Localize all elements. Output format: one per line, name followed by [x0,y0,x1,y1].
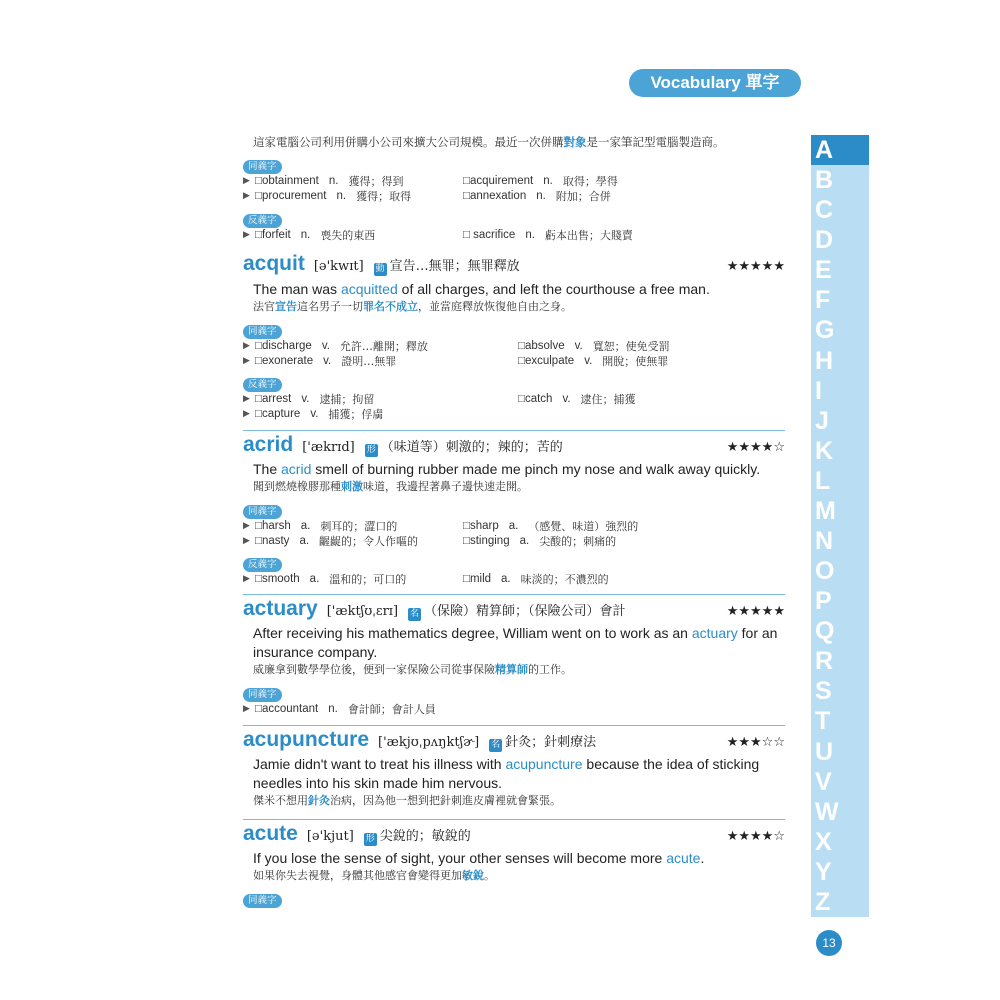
antonym-tag: 反義字 [243,214,282,228]
alphabet-letter-f[interactable]: F [815,286,831,315]
related-word: □capture v. 捕獲；俘虜 [255,408,384,421]
alphabet-letter-s[interactable]: S [815,677,832,706]
related-word: □discharge v. 允許…離開；釋放 [255,340,428,353]
synonym-tag: 同義字 [243,505,282,519]
alphabet-letter-g[interactable]: G [815,316,835,345]
phonetic: [ə'kwɪt] [313,259,364,274]
headword: acute [243,822,298,845]
example-sentence: After receiving his mathematics degree, William went on to work as an actuary for an insurance company. [253,625,778,660]
alphabet-letter-r[interactable]: R [815,647,834,676]
synonym-list [243,174,785,204]
related-word: □acquirement n. 取得；學得 [463,175,618,188]
alphabet-letter-b[interactable]: B [815,166,834,195]
antonym-list [243,572,785,587]
definition: （保險）精算師；（保險公司）會計 [424,604,626,619]
page-number: 13 [816,930,842,956]
phonetic: ['æktʃʊˌɛrɪ] [326,604,399,619]
synonym-tag: 同義字 [243,325,282,339]
alphabet-letter-t[interactable]: T [815,707,831,736]
example-sentence: Jamie didn't want to treat his illness with acupuncture because the idea of sticking needles into his skin made him nervous. [253,756,760,791]
related-word: □forfeit n. 喪失的東西 [255,229,376,242]
synonym-list [243,702,785,717]
alphabet-letter-u[interactable]: U [815,737,834,766]
phonetic: ['ækrɪd] [302,440,355,455]
related-word: □exculpate v. 開脫；使無罪 [518,355,669,368]
part-of-speech-badge: 形 [365,834,375,844]
word-list-row [243,339,785,354]
arrow-icon: ▶ [243,409,250,419]
headword: actuary [243,597,318,620]
arrow-icon: ▶ [243,704,250,714]
alphabet-index [811,135,869,917]
part-of-speech-badge: 名 [491,740,501,750]
example-sentence: The acrid smell of burning rubber made me pinch my nose and walk away quickly. [253,461,761,477]
synonym-tag: 同義字 [243,688,282,702]
arrow-icon: ▶ [243,356,250,366]
entry-acute [243,819,785,908]
antonym-list [243,392,785,422]
alphabet-letter-n[interactable]: N [815,527,834,556]
related-word: □ sacrifice n. 虧本出售；大賤賣 [463,229,633,242]
definition: 宣告…無罪；無罪釋放 [389,259,520,274]
related-word: □catch v. 逮住；捕獲 [518,393,636,406]
word-list-row [243,702,785,717]
headword: acupuncture [243,728,370,751]
alphabet-letter-i[interactable]: I [815,376,822,405]
related-word: □annexation n. 附加；合併 [463,190,611,203]
word-list-row [243,174,785,189]
previous-entry-tail [243,135,785,243]
example-sentence: If you lose the sense of sight, your other senses will become more acute. [253,850,705,866]
arrow-icon: ▶ [243,191,250,201]
alphabet-letter-y[interactable]: Y [815,857,832,886]
headword: acquit [243,252,305,275]
definition: 尖銳的；敏銳的 [379,829,471,844]
word-list-row [243,189,785,204]
arrow-icon: ▶ [243,176,250,186]
alphabet-letter-a[interactable]: A [811,135,869,165]
definition: （味道等）刺激的；辣的；苦的 [380,440,563,455]
related-word: □absolve v. 寬恕；使免受罰 [518,340,670,353]
related-word: □harsh a. 刺耳的；澀口的 [255,520,398,533]
zh-translation: 聞到燃燒橡膠那種刺激味道，我邊捏著鼻子邊快速走開。 [253,480,528,493]
synonym-tag: 同義字 [243,160,282,174]
alphabet-letter-w[interactable]: W [815,797,839,826]
importance-stars: ★★★★☆ [726,829,785,844]
related-word: □stinging a. 尖酸的；刺痛的 [463,535,617,548]
entry-header [243,430,785,458]
related-word: □accountant n. 會計師；會計人員 [255,703,436,716]
importance-stars: ★★★☆☆ [726,735,785,750]
alphabet-letter-d[interactable]: D [815,226,834,255]
entry-header [243,250,785,278]
antonym-list [243,228,785,243]
phonetic: [ə'kjut] [306,829,354,844]
entry-header [243,725,785,753]
arrow-icon: ▶ [243,230,250,240]
importance-stars: ★★★★★ [726,259,785,274]
definition: 針灸；針刺療法 [505,735,597,750]
alphabet-letter-x[interactable]: X [815,827,832,856]
related-word: □smooth a. 溫和的；可口的 [255,573,407,586]
phonetic: ['ækjʊˌpʌŋktʃɚ] [378,735,480,750]
arrow-icon: ▶ [243,574,250,584]
alphabet-letter-j[interactable]: J [815,406,829,435]
alphabet-letter-p[interactable]: P [815,587,832,616]
headword: acrid [243,433,294,456]
alphabet-letter-c[interactable]: C [815,196,834,225]
related-word: □nasty a. 齷齪的；令人作嘔的 [255,535,419,548]
entry-actuary [243,594,785,717]
zh-translation: 法官宣告這名男子一切罪名不成立，並當庭釋放恢復他自由之身。 [253,300,572,313]
alphabet-letter-o[interactable]: O [815,557,835,586]
related-word: □arrest v. 逮捕；拘留 [255,393,375,406]
word-list-row [243,407,785,422]
related-word: □mild a. 味淡的；不濃烈的 [463,573,609,586]
related-word: □procurement n. 獲得；取得 [255,190,412,203]
entry-header [243,594,785,622]
arrow-icon: ▶ [243,341,250,351]
importance-stars: ★★★★★ [726,604,785,619]
example-sentence: The man was acquitted of all charges, and left the courthouse a free man. [253,281,710,297]
antonym-tag: 反義字 [243,378,282,392]
synonym-tag: 同義字 [243,894,282,908]
word-list-row [243,392,785,407]
importance-stars: ★★★★☆ [726,440,785,455]
synonym-list [243,519,785,549]
word-list-row [243,519,785,534]
alphabet-letter-v[interactable]: V [815,767,832,796]
alphabet-letter-k[interactable]: K [815,436,834,465]
word-list-row [243,572,785,587]
zh-translation: 傑米不想用針灸治病，因為他一想到把針刺進皮膚裡就會緊張。 [253,794,561,807]
entry-acquit [243,250,785,422]
arrow-icon: ▶ [243,536,250,546]
antonym-tag: 反義字 [243,558,282,572]
arrow-icon: ▶ [243,394,250,404]
related-word: □obtainment n. 獲得；得到 [255,175,404,188]
arrow-icon: ▶ [243,521,250,531]
alphabet-letter-m[interactable]: M [815,496,836,525]
part-of-speech-badge: 形 [366,445,376,455]
word-list-row [243,534,785,549]
entry-header [243,819,785,847]
alphabet-letter-e[interactable]: E [815,256,832,285]
part-of-speech-badge: 動 [375,264,385,274]
related-word: □sharp a. （感覺、味道）強烈的 [463,520,639,533]
alphabet-letter-q[interactable]: Q [815,617,835,646]
word-list-row [243,354,785,369]
synonym-list [243,339,785,369]
entry-acrid [243,430,785,587]
zh-translation: 這家電腦公司利用併購小公司來擴大公司規模。最近一次併購對象是一家筆記型電腦製造商。 [253,135,725,149]
alphabet-letter-z[interactable]: Z [815,887,831,916]
alphabet-letter-l[interactable]: L [815,466,831,495]
part-of-speech-badge: 名 [410,609,420,619]
zh-translation: 威廉拿到數學學位後，便到一家保險公司從事保險精算師的工作。 [253,663,572,676]
related-word: □exonerate v. 證明…無罪 [255,355,397,368]
section-title-badge: Vocabulary 單字 [629,69,801,97]
alphabet-letter-h[interactable]: H [815,346,834,375]
entry-acupuncture [243,725,785,809]
zh-translation: 如果你失去視覺，身體其他感官會變得更加敏銳。 [253,869,495,882]
word-list-row [243,228,785,243]
